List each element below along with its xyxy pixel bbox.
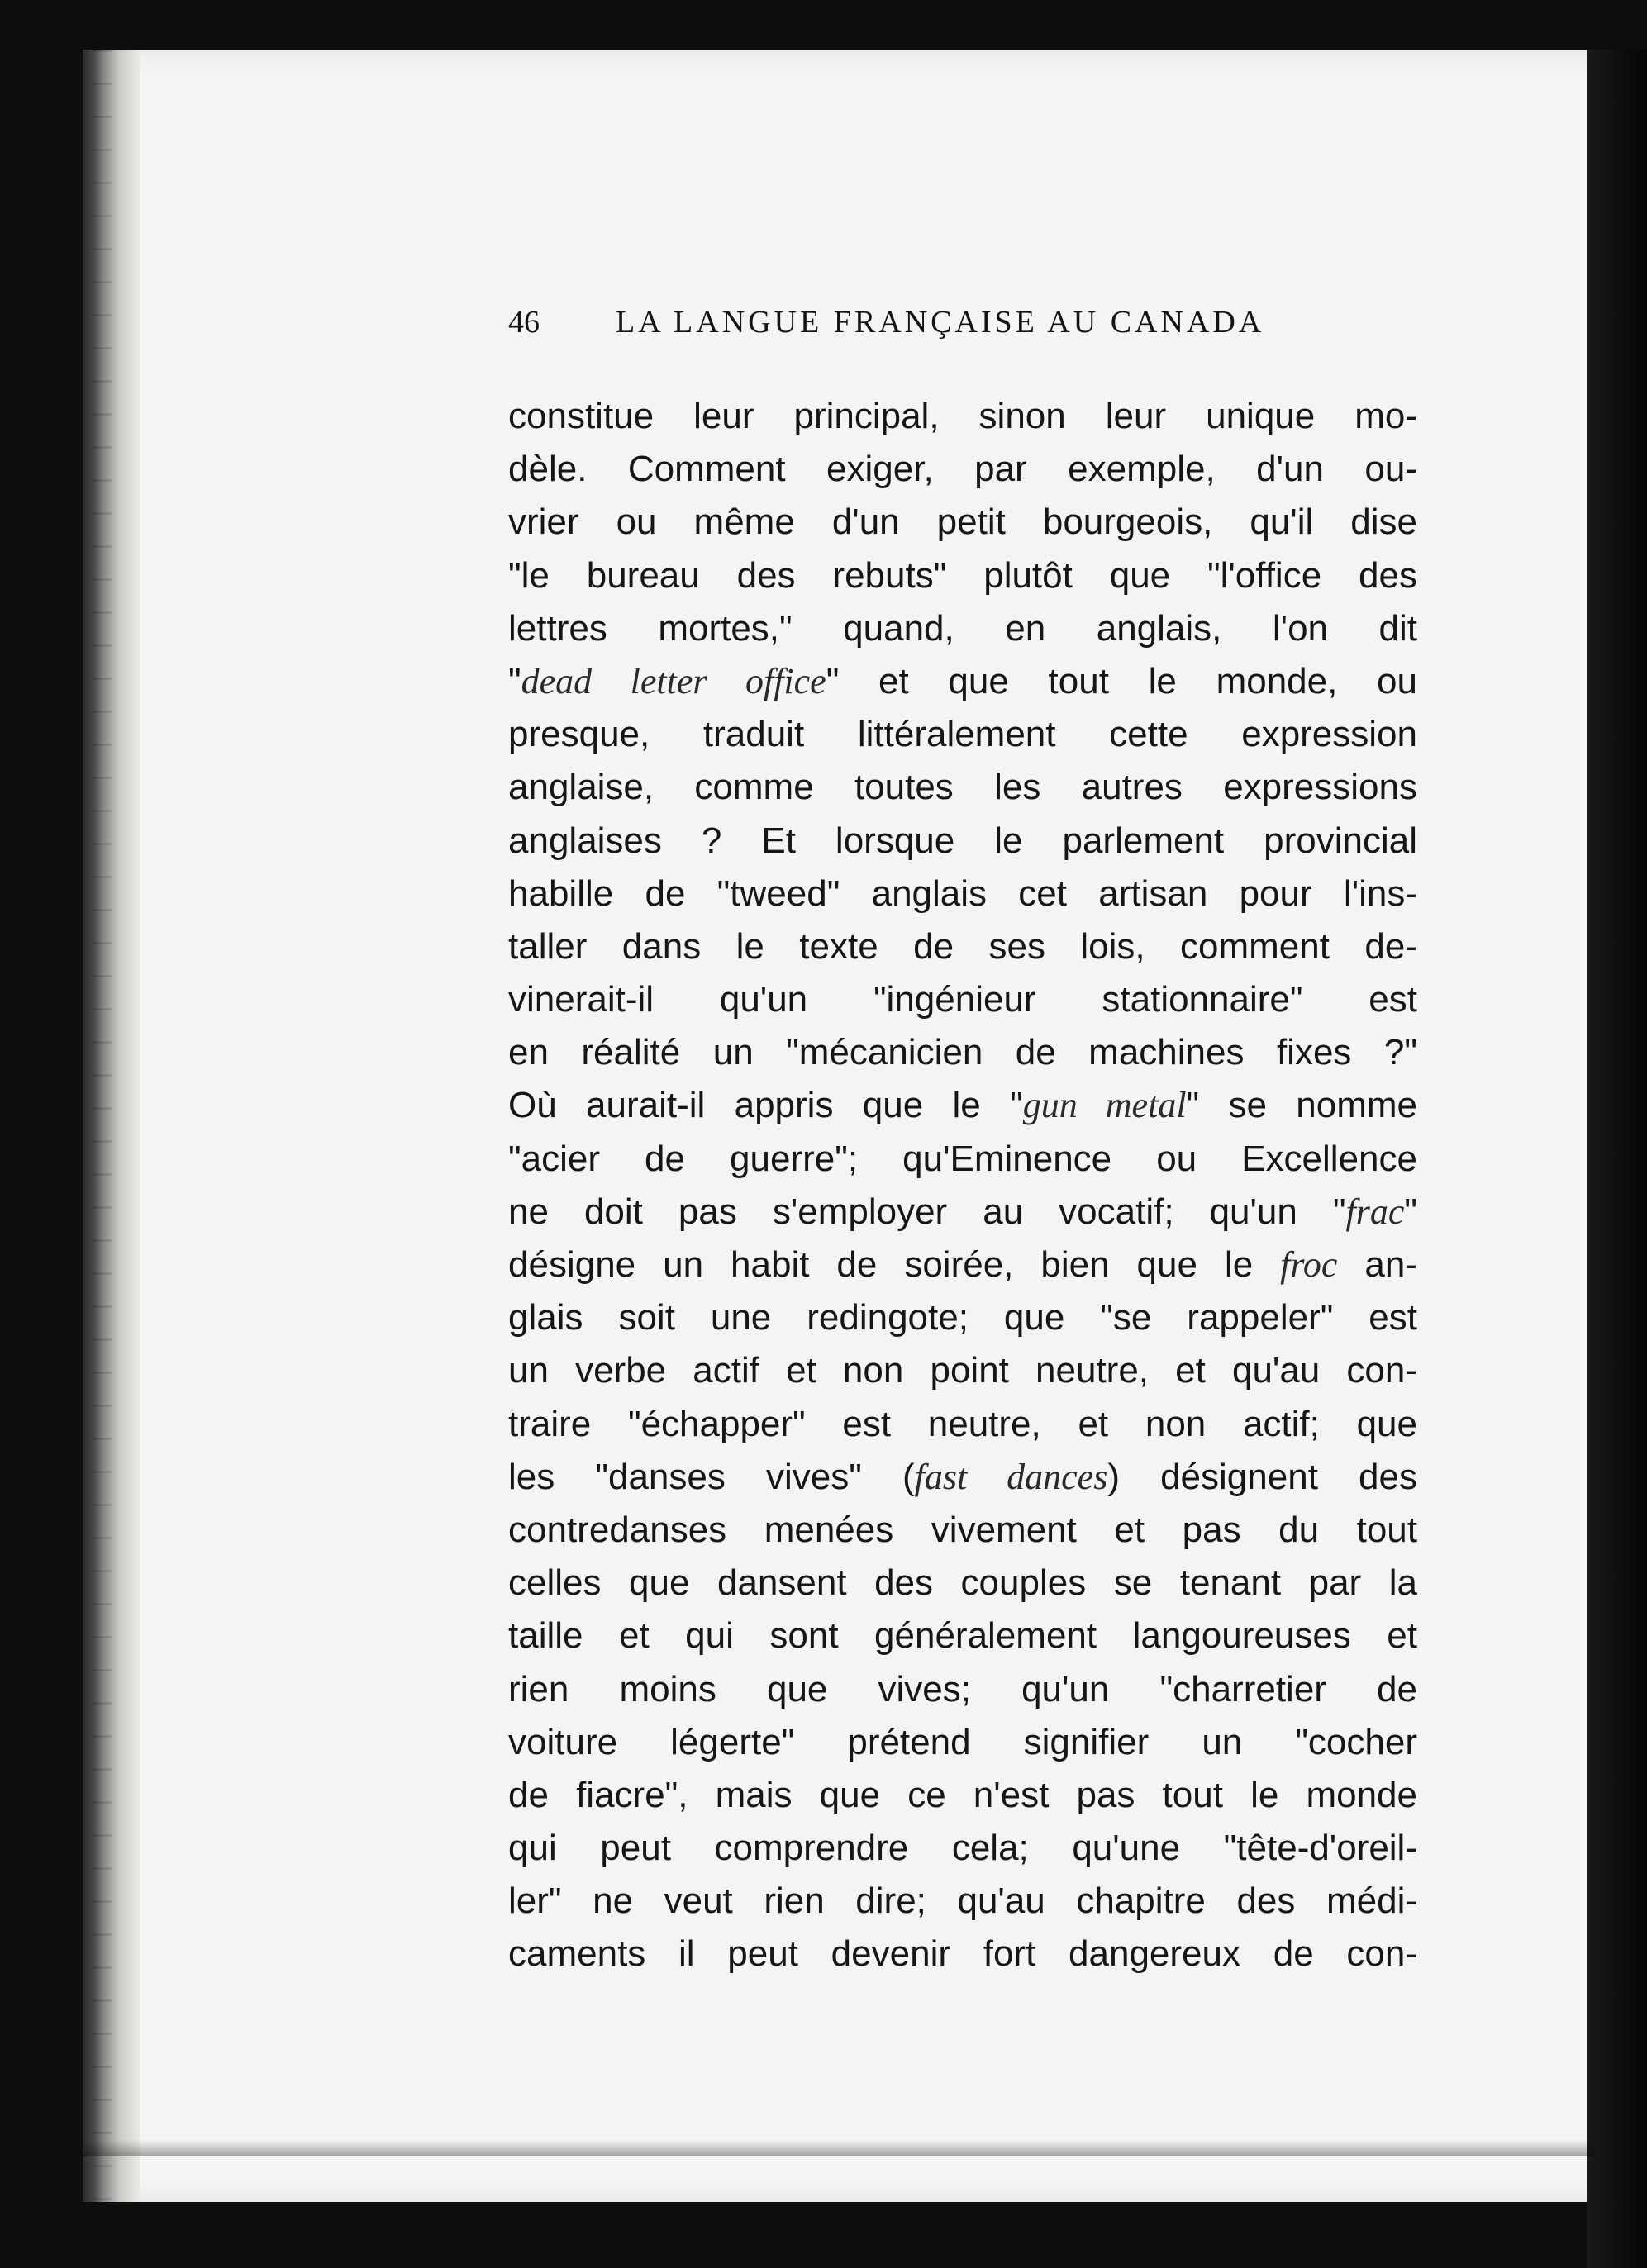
text-line — [508, 549, 1417, 602]
text-segment: ler" ne veut rien dire; qu'au chapitre des médi- — [508, 1880, 1417, 1922]
text-line — [508, 1822, 1417, 1875]
italic-phrase: frac — [1345, 1191, 1405, 1232]
text-segment: Où aurait-il appris que le " — [508, 1085, 1023, 1126]
text-line — [508, 1451, 1417, 1504]
text-line — [508, 602, 1417, 655]
text-segment: en réalité un "mécanicien de machines fixes ?" — [508, 1032, 1417, 1073]
text-line — [508, 920, 1417, 973]
text-segment: ne doit pas s'employer au vocatif; qu'un " — [508, 1191, 1346, 1232]
text-segment: voiture légerte" prétend signifier un "cocher — [508, 1721, 1417, 1762]
text-segment: an- — [1337, 1244, 1417, 1285]
text-segment: un verbe actif et non point neutre, et qu'au con- — [508, 1350, 1417, 1391]
text-line — [508, 973, 1417, 1026]
text-line — [508, 1344, 1417, 1397]
text-segment: "acier de guerre"; qu'Eminence ou Excellence — [508, 1138, 1417, 1179]
text-line — [508, 1663, 1417, 1716]
text-line — [508, 1026, 1417, 1079]
text-line — [508, 1133, 1417, 1186]
text-segment: presque, traduit littéralement cette expression — [508, 714, 1417, 755]
text-segment: " — [1404, 1191, 1417, 1232]
text-line — [508, 815, 1417, 868]
text-segment: lettres mortes," quand, en anglais, l'on dit — [508, 607, 1417, 649]
text-line — [508, 868, 1417, 920]
text-line — [508, 1875, 1417, 1928]
page-bottom-edge — [83, 2140, 1595, 2156]
text-segment: vinerait-il qu'un "ingénieur stationnaire" est — [508, 979, 1417, 1020]
italic-phrase: froc — [1280, 1244, 1338, 1285]
text-segment: taille et qui sont généralement langoureuses et — [508, 1615, 1417, 1657]
running-header — [508, 304, 1417, 354]
text-line — [508, 708, 1417, 761]
text-segment: de fiacre", mais que ce n'est pas tout le monde — [508, 1774, 1417, 1815]
text-line — [508, 1079, 1417, 1132]
text-segment: caments il peut devenir fort dangereux de con- — [508, 1933, 1417, 1975]
page-right-edge-shadow — [1587, 50, 1647, 2268]
text-segment: traire "échapper" est neutre, et non actif; que — [508, 1403, 1417, 1444]
body-text — [508, 390, 1417, 1981]
text-line — [508, 1239, 1417, 1291]
text-line — [508, 1769, 1417, 1822]
text-segment: anglaise, comme toutes les autres expressions — [508, 767, 1417, 808]
text-line — [508, 496, 1417, 549]
text-line — [508, 1398, 1417, 1451]
italic-phrase: fast dances — [914, 1456, 1108, 1497]
italic-phrase: gun metal — [1022, 1085, 1187, 1126]
text-segment: " — [508, 660, 521, 701]
text-segment: " se nomme — [1186, 1085, 1417, 1126]
text-segment: ) désignent des — [1107, 1456, 1417, 1497]
text-segment: constitue leur principal, sinon leur unique mo- — [508, 396, 1417, 436]
text-segment: rien moins que vives; qu'un "charretier de — [508, 1668, 1417, 1709]
text-segment: "le bureau des rebuts" plutôt que "l'office des — [508, 554, 1417, 596]
text-line — [508, 443, 1417, 496]
text-segment: glais soit une redingote; que "se rappeler" est — [508, 1297, 1417, 1338]
binding-stitch-marks — [93, 50, 112, 2202]
running-title: LA LANGUE FRANÇAISE AU CANADA — [616, 305, 1265, 340]
text-line — [508, 1186, 1417, 1239]
text-line — [508, 761, 1417, 814]
italic-phrase: dead letter office — [521, 660, 826, 701]
page-number: 46 — [508, 305, 540, 340]
text-line — [508, 1928, 1417, 1980]
text-segment: " et que tout le monde, ou — [826, 660, 1417, 701]
text-segment: taller dans le texte de ses lois, comment de- — [508, 925, 1417, 967]
text-line — [508, 1609, 1417, 1662]
text-segment: celles que dansent des couples se tenant par la — [508, 1562, 1417, 1604]
text-segment: dèle. Comment exiger, par exemple, d'un ou- — [508, 449, 1417, 490]
text-segment: anglaises ? Et lorsque le parlement provincial — [508, 820, 1417, 861]
text-line — [508, 1716, 1417, 1769]
text-segment: qui peut comprendre cela; qu'une "tête-d'oreil- — [508, 1828, 1417, 1869]
text-segment: vrier ou même d'un petit bourgeois, qu'il dise — [508, 502, 1417, 543]
text-line — [508, 390, 1417, 443]
text-line — [508, 655, 1417, 708]
text-segment: habille de "tweed" anglais cet artisan pour l'ins- — [508, 872, 1417, 914]
text-line — [508, 1291, 1417, 1344]
text-segment: désigne un habit de soirée, bien que le — [508, 1244, 1281, 1285]
text-segment: les "danses vives" ( — [508, 1456, 915, 1497]
text-segment: contredanses menées vivement et pas du tout — [508, 1509, 1417, 1550]
text-line — [508, 1557, 1417, 1609]
text-line — [508, 1504, 1417, 1557]
